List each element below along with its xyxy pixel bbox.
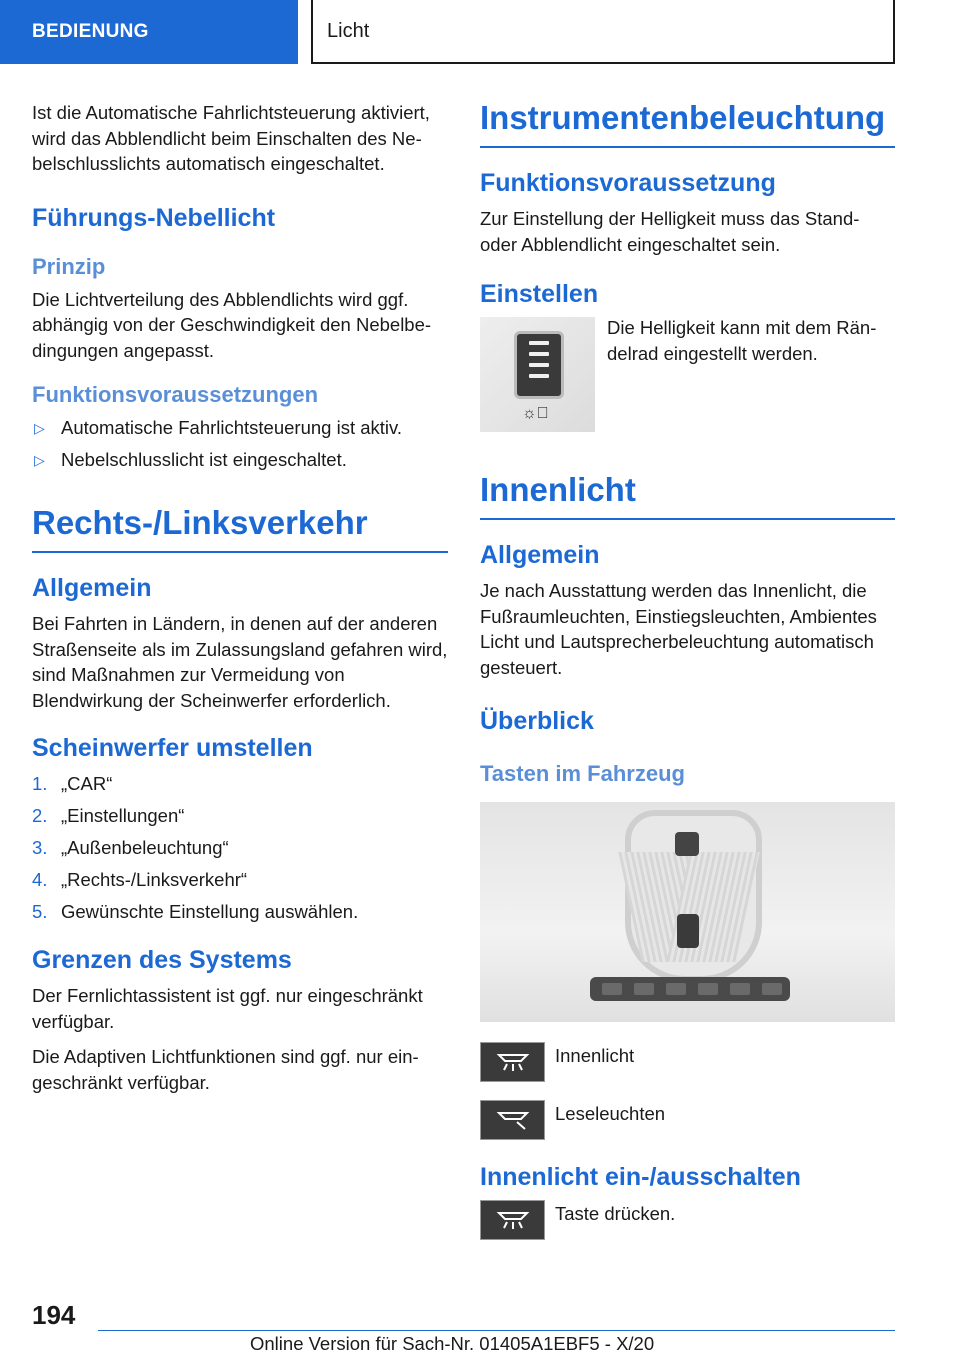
grenzen-heading: Grenzen des Systems [32, 946, 292, 974]
footer-divider [98, 1330, 895, 1331]
scheinwerfer-umstellen-heading: Scheinwerfer umstellen [32, 734, 313, 762]
fuehrungs-nebellicht-heading: Führungs-Nebellicht [32, 203, 276, 232]
leseleuchten-label: Leseleuchten [555, 1103, 666, 1124]
einstellen-block [480, 317, 895, 432]
grenzen-text-1: Der Fernlichtassistent ist ggf. nur eingeschränkt verfügbar. [32, 985, 423, 1032]
innen-allgemein-text: Je nach Ausstattung werden das Innenlicht, die Fußraumleuchten, Einstiegsleuchten, Ambientes Licht und Lautsprecherbeleuchtung automatisch gesteuert. [480, 580, 877, 678]
light-switch-icon [677, 914, 699, 948]
list-item: 1. „CAR“ [32, 773, 113, 794]
sos-button-icon [675, 832, 699, 856]
einstellen-text: Die Helligkeit kann mit dem Rändelrad eingestellt werden. [607, 317, 877, 364]
funktionsvoraussetzungen-heading: Funktionsvoraussetzungen [32, 382, 319, 407]
list-item: 3. „Außenbeleuchtung“ [32, 837, 229, 858]
allgemein-text: Bei Fahrten in Ländern, in denen auf der anderen Straßenseite als im Zulassungsland gefahren wird, sind Maßnahmen zur Vermeidung von Blendwirkung der Scheinwerfer erforderlich. [32, 613, 448, 711]
einstellen-heading: Einstellen [480, 280, 599, 308]
leseleuchten-icon-row [480, 1100, 895, 1140]
footer-text: Online Version für Sach-Nr. 01405A1EBF5 - X/20 [250, 1333, 655, 1354]
ein-aus-text: Taste drücken. [555, 1203, 676, 1224]
ein-aus-heading: Innenlicht ein-/ausschalten [480, 1163, 801, 1191]
list-item: ▷ Automatische Fahrlichtsteuerung ist aktiv. [32, 415, 448, 440]
left-column [32, 100, 448, 1105]
intro-paragraph: Ist die Automatische Fahrlichtsteuerung aktiviert, wird das Abblendlicht beim Einschalten des Nebelschlusslichts automatisch eingeschaltet. [32, 102, 430, 174]
prinzip-heading: Prinzip [32, 253, 106, 279]
innenlicht-icon-row [480, 1042, 895, 1082]
page-number: 194 [32, 1300, 76, 1330]
allgemein-heading: Allgemein [32, 574, 152, 602]
triangle-bullet-icon: ▷ [34, 452, 45, 468]
list-item: 5. Gewünschte Einstellung auswählen. [32, 901, 359, 922]
list-item: 4. „Rechts-/Linksverkehr“ [32, 869, 248, 890]
thumbwheel-icon [514, 331, 564, 399]
grenzen-text-2: Die Adaptiven Lichtfunktionen sind ggf. nur eingeschränkt verfügbar. [32, 1046, 419, 1093]
tasten-heading: Tasten im Fahrzeug [480, 761, 685, 786]
interior-light-icon [480, 1042, 545, 1082]
instrument-light-icon: ☼⃝ [522, 405, 549, 422]
steps-list [32, 771, 448, 924]
innen-allgemein-heading: Allgemein [480, 541, 600, 569]
triangle-bullet-icon: ▷ [34, 420, 45, 436]
chapter-title: Licht [311, 0, 895, 64]
innenlicht-heading: Innenlicht [480, 472, 895, 520]
button-strip-icon [590, 977, 790, 1001]
ueberblick-heading: Überblick [480, 707, 594, 735]
list-item: ▷ Nebelschlusslicht ist eingeschaltet. [32, 447, 448, 472]
funktion-list [32, 415, 448, 472]
section-tab: BEDIENUNG [0, 0, 298, 64]
rechts-linksverkehr-heading: Rechts-/Linksverkehr [32, 505, 448, 553]
interior-light-icon [480, 1200, 545, 1240]
funktion-text: Zur Einstellung der Helligkeit muss das Stand- oder Abblendlicht eingeschaltet sein. [480, 208, 860, 255]
ein-aus-icon-row [480, 1200, 895, 1240]
list-item: 2. „Einstellungen“ [32, 805, 185, 826]
funktionsvoraussetzung-heading: Funktionsvoraussetzung [480, 169, 776, 197]
dimmer-wheel-image [480, 317, 595, 432]
right-column [480, 100, 895, 1258]
innenlicht-label: Innenlicht [555, 1045, 635, 1066]
roof-console-image [480, 802, 895, 1022]
reading-light-icon [480, 1100, 545, 1140]
prinzip-text: Die Lichtverteilung des Abblendlichts wird ggf. abhängig von der Geschwindigkeit den Nebelbedingungen angepasst. [32, 288, 432, 361]
instrumentenbeleuchtung-heading: Instrumentenbeleuchtung [480, 100, 895, 148]
